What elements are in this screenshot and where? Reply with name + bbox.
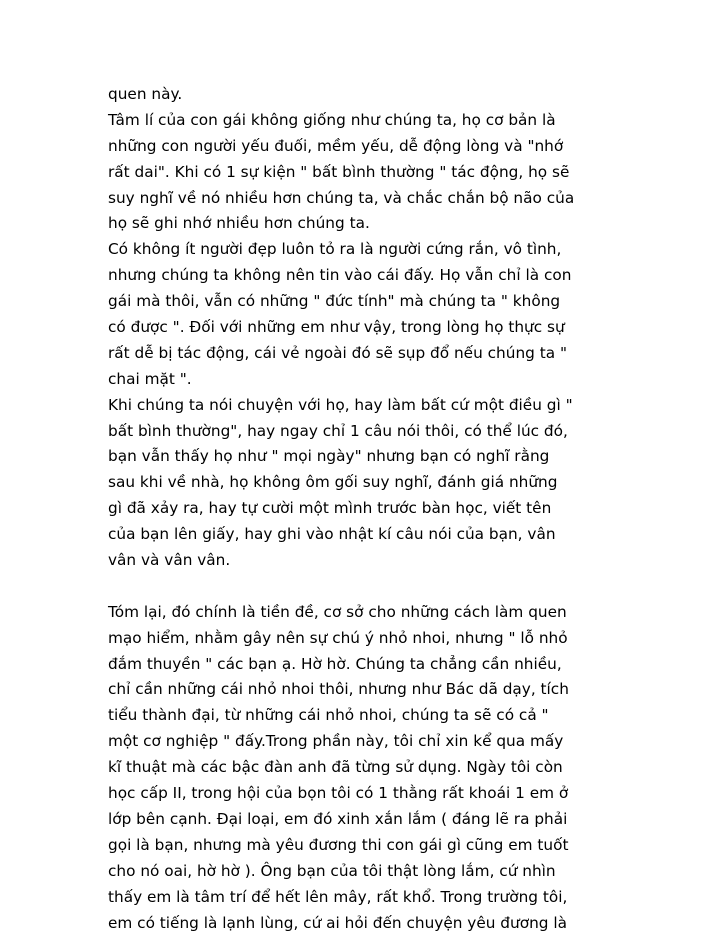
text-line: sau khi về nhà, họ không ôm gối suy nghĩ, đánh giá những xyxy=(108,473,558,492)
text-line: nhưng chúng ta không nên tin vào cái đấy. Họ vẫn chỉ là con xyxy=(108,266,572,285)
text-line: thấy em là tâm trí để hết lên mây, rất khổ. Trong trường tôi, xyxy=(108,887,568,906)
text-line: kĩ thuật mà các bậc đàn anh đã từng sử dụng. Ngày tôi còn xyxy=(108,758,563,777)
text-line: của bạn lên giấy, hay ghi vào nhật kí câu nói của bạn, vân xyxy=(108,525,556,544)
text-line: một cơ nghiệp " đấy.Trong phần này, tôi chỉ xin kể qua mấy xyxy=(108,732,564,751)
text-line: gì đã xảy ra, hay tự cười một mình trước bàn học, viết tên xyxy=(108,499,552,518)
text-line: gọi là bạn, nhưng mà yêu đương thi con gái gì cũng em tuốt xyxy=(108,835,569,854)
text-line: quen này. xyxy=(108,85,183,103)
text-line: Tâm lí của con gái không giống như chúng ta, họ cơ bản là xyxy=(108,110,556,129)
text-line: những con người yếu đuối, mềm yếu, dễ động lòng và "nhớ xyxy=(108,136,564,155)
text-line: chai mặt ". xyxy=(108,369,192,388)
text-line: cho nó oai, hờ hờ ). Ông bạn của tôi thật lòng lắm, cứ nhìn xyxy=(108,861,556,880)
text-line: gái mà thôi, vẫn có những " đức tính" mà chúng ta " không xyxy=(108,292,561,311)
text-line: rất dễ bị tác động, cái vẻ ngoài đó sẽ sụp đổ nếu chúng ta " xyxy=(108,343,567,362)
text-line: đắm thuyền " các bạn ạ. Hờ hờ. Chúng ta chẳng cần nhiều, xyxy=(108,654,562,673)
text-line: có được ". Đối với những em như vậy, trong lòng họ thực sự xyxy=(108,318,565,337)
text-line: bạn vẫn thấy họ như " mọi ngày" nhưng bạn có nghĩ rằng xyxy=(108,447,550,466)
text-line: suy nghĩ về nó nhiều hơn chúng ta, và chắc chắn bộ não của xyxy=(108,188,575,207)
text-line: bất bình thường", hay ngay chỉ 1 câu nói thôi, có thể lúc đó, xyxy=(108,421,568,440)
text-line: Có không ít người đẹp luôn tỏ ra là người cứng rắn, vô tình, xyxy=(108,240,562,259)
text-line: tiểu thành đại, từ những cái nhỏ nhoi, chúng ta sẽ có cả " xyxy=(108,706,549,725)
text-line: học cấp II, trong hội của bọn tôi có 1 thằng rất khoái 1 em ở xyxy=(108,784,569,803)
text-line: Tóm lại, đó chính là tiền đề, cơ sở cho những cách làm quen xyxy=(108,602,567,621)
document-page xyxy=(108,82,628,936)
text-line: em có tiếng là lạnh lùng, cứ ai hỏi đến chuyện yêu đương là xyxy=(108,913,567,932)
paragraph-gap xyxy=(108,574,628,600)
text-line: chỉ cần những cái nhỏ nhoi thôi, nhưng như Bác dã dạy, tích xyxy=(108,680,569,699)
text-line: vân và vân vân. xyxy=(108,551,231,570)
text-line: họ sẽ ghi nhớ nhiều hơn chúng ta. xyxy=(108,214,370,233)
text-line: rất dai". Khi có 1 sự kiện " bất bình thường " tác động, họ sẽ xyxy=(108,162,570,181)
text-line: Khi chúng ta nói chuyện với họ, hay làm bất cứ một điều gì " xyxy=(108,395,573,414)
text-line: lớp bên cạnh. Đại loại, em đó xinh xắn lắm ( đáng lẽ ra phải xyxy=(108,809,568,828)
text-line: mạo hiểm, nhằm gây nên sự chú ý nhỏ nhoi, nhưng " lỗ nhỏ xyxy=(108,628,568,647)
